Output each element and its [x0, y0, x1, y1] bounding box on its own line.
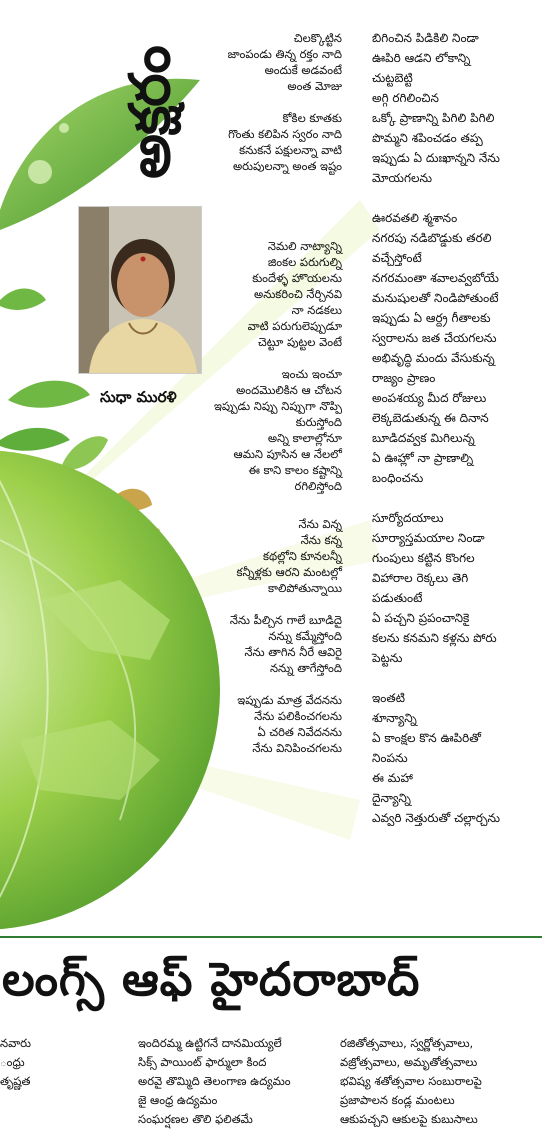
poem-line: ఇప్పుడు నిప్పు నిప్పుగా నొప్పి: [213, 399, 342, 413]
article-line: నవారు: [0, 1036, 31, 1050]
article-line: వజ్రోత్సవాలు, అమృతోత్సవాలు: [340, 1055, 478, 1069]
article-line: ంధ్రు: [0, 1055, 25, 1069]
poem-line: జింకల పరుగుల్ని: [267, 255, 342, 269]
poem-line: నేను విన్న: [298, 517, 342, 531]
poem-line: నగరపు నడిబొడ్డుకు తరలి: [372, 231, 492, 245]
stanza: [172, 30, 342, 94]
article-line: సిక్స్ పాయింట్ ఫార్ములా కింద: [138, 1055, 267, 1069]
poem-line: లెక్కబెడుతున్న ఈ దినాన: [372, 411, 489, 425]
poem-line: చుట్టబెట్టి: [372, 71, 413, 85]
poem-line: అభివృద్ధి మందు వేసుకున్న: [372, 351, 495, 365]
poem-line: ఏ కాంక్షల కొన ఊపిరితో: [372, 731, 481, 745]
poem-line: సూర్యోదయాలు: [372, 511, 444, 525]
author-name: సుధా మురళి: [100, 388, 177, 406]
stanza: [172, 110, 342, 174]
poem-line: బిగించిన పిడికిలి నిండా: [372, 31, 479, 45]
stanza: [172, 516, 342, 596]
poem-line: మోయగలను: [372, 171, 433, 185]
poem-line: ఇంచు ఇంచూ: [281, 367, 342, 381]
stanza: [172, 612, 342, 676]
poem-line: ఇప్పుడు ఏ దుఃఖాన్నని నేను: [372, 151, 500, 165]
poem-line: సూర్యాస్తమయాల నిండా: [372, 531, 485, 545]
poem-line: అందుకే అడవంటే: [264, 63, 342, 77]
poem-line: కన్నీళ్లకు ఆరని మంటల్లో: [236, 565, 342, 579]
poem-line: కథల్లోని కూనలన్నీ: [263, 549, 342, 563]
poem-line: చెట్టూ పుట్టల వెంటే: [257, 335, 342, 349]
poem-line: నేను తాగిన నీరే ఆవిరై: [244, 645, 342, 659]
stanza: [372, 688, 532, 828]
poem-title-text: అక్షరం: [117, 45, 183, 179]
poem-line: బూడిదవ్వక మిగిలున్న: [372, 431, 475, 445]
poem-right-column: [372, 28, 532, 848]
poem-line: రాజ్యం ప్రాణం: [372, 371, 436, 385]
poem-line: అంపశయ్య మీద రోజులు: [372, 391, 487, 405]
poem-line: అనుకరించి నేర్చినవి: [254, 287, 342, 301]
poem-line: ఎవ్వరి నెత్తురుతో చల్లార్చను: [372, 811, 501, 825]
poem-line: నేను పీల్చిన గాలే బూడిదై: [229, 613, 342, 627]
poem-line: ఇంతటి: [372, 691, 405, 705]
article-line: ప్రజాపాలన కండ్ల మంటలు: [340, 1093, 455, 1107]
poem-line: ఈ మహా: [372, 771, 413, 785]
article-line: అరవై తొమ్మిది తెలంగాణ ఉద్యమం: [138, 1074, 291, 1088]
poem-line: కనుకనే పక్షులన్నా వాటి: [239, 143, 342, 157]
poem-left-column-lower: [172, 238, 342, 772]
poem-line: కాలిపోతున్నాయి: [268, 581, 342, 595]
poem-line: కోకిల కూతకు: [282, 111, 342, 125]
poem-line: ఏ ఊహ్లో నా ప్రాణాల్ని: [372, 451, 474, 465]
poem-line: చిలక్కొట్టిన: [293, 31, 342, 45]
poem-line: పెట్టను: [372, 651, 403, 665]
poem-line: కురుస్తోంది: [295, 415, 342, 429]
poem-line: కుందేళ్ళ హొయలను: [252, 271, 342, 285]
poem-line: రగిలిస్తోంది: [294, 479, 342, 493]
poem-line: పొమ్మని శపించడం తప్ప: [372, 131, 483, 145]
article-line: రజితోత్సవాలు, స్వర్ణోత్సవాలు,: [340, 1036, 474, 1050]
article-line: జై ఆంధ్ర ఉద్యమం: [138, 1093, 218, 1107]
poem-line: శూన్యాన్ని: [372, 711, 417, 725]
stanza: [372, 508, 532, 668]
article-line: భవిష్య శతోత్సవాల సంబురాలపై: [340, 1074, 482, 1088]
article-line: తృష్ణత: [0, 1074, 31, 1088]
poem-line: పడుతుంటే: [372, 591, 423, 605]
section-divider: [0, 936, 542, 938]
stanza: [172, 366, 342, 494]
poem-line: గుంపులు కట్టిన కొంగల: [372, 551, 475, 565]
poem-line: అరుపులన్నా అంత ఇష్టం: [232, 159, 342, 173]
poem-line: బంధించను: [372, 471, 424, 485]
poem-line: ఇప్పుడు ఏ ఆర్ద్ర గీతాలకు: [372, 311, 491, 325]
article-line: ఇందిరమ్మ ఉట్టిగనే దానమియ్యలే: [138, 1036, 282, 1050]
poem-line: నన్ను తాగేస్తోంది: [269, 661, 342, 675]
bottom-column-2: [138, 1034, 291, 1129]
poem-line: అందమొలికిన ఆ చోటన: [236, 383, 342, 397]
poem-line: దైన్యాన్ని: [372, 791, 411, 805]
poem-line: నేను వినిపించగలను: [252, 741, 342, 755]
stanza: [372, 28, 532, 188]
poem-line: అంత మోజు: [287, 79, 342, 93]
poem-line: అన్ని కాలాల్లోనూ: [267, 431, 342, 445]
poem-line: వాటి పరుగులెప్పుడూ: [247, 319, 342, 333]
poem-line: ఒక్కో ప్రాణాన్ని పిగిలి పిగిలి: [372, 111, 495, 125]
poem-left-column: [172, 30, 342, 210]
poem-line: గొంతు కలిపిన స్వరం నాది: [228, 127, 342, 141]
poem-line: ఆమని పూసిన ఆ నేలలో: [233, 447, 342, 461]
poem-line: జాంపండు తిన్న రక్తం నాది: [227, 47, 342, 61]
poem-line: నేను కన్న: [300, 533, 342, 547]
poem-line: నగరమంతా శవాలవ్వబోయే: [372, 271, 499, 285]
stanza: [172, 692, 342, 756]
poem-line: ఏ పచ్చని ప్రపంచానికై: [372, 611, 470, 625]
poem-line: స్వరాలను జత చేయగలను: [372, 331, 497, 345]
stanza: [372, 208, 532, 488]
poem-line: నేను పలికించగలను: [254, 709, 342, 723]
poem-line: మనుషులతో నిండిపోతుంటే: [372, 291, 499, 305]
article-headline: లంగ్స్ ఆఫ్ హైదరాబాద్: [2, 952, 421, 1006]
poem-line: నెమలి నాట్యాన్ని: [267, 239, 342, 253]
poem-line: నా నడకలు: [291, 303, 342, 317]
poem-line: ఊపిరి ఆడని లోకాన్ని: [372, 51, 471, 65]
poem-line: ఊరవతలి శ్మశానం: [372, 211, 458, 225]
poem-line: నన్ను కమ్మేస్తోంది: [268, 629, 342, 643]
poem-line: కలను కనమని కళ్లను పోరు: [372, 631, 497, 645]
poem-line: ఏ చరిత నివేదనను: [257, 725, 342, 739]
bottom-column-3: [340, 1034, 482, 1129]
poem-line: అగ్గి రగిలించిన: [372, 91, 439, 105]
poem-line: ఇప్పుడు మాత్ర వేదనను: [237, 693, 342, 707]
poem-line: వచ్చేస్తోంటే: [372, 251, 422, 265]
stanza: [172, 238, 342, 350]
poem-line: విహారాల రెక్కలు తెగి: [372, 571, 469, 585]
poem-line: నింపను: [372, 751, 408, 765]
article-line: సంఘర్షణల తొలి ఫలితమే: [138, 1112, 253, 1126]
article-line: ఆకుపచ్చని ఆకులపై కుబుసాలు: [340, 1112, 478, 1126]
poem-line: ఈ కాని కాలం కష్టాన్ని: [248, 463, 342, 477]
bottom-column-1: [0, 1034, 31, 1091]
